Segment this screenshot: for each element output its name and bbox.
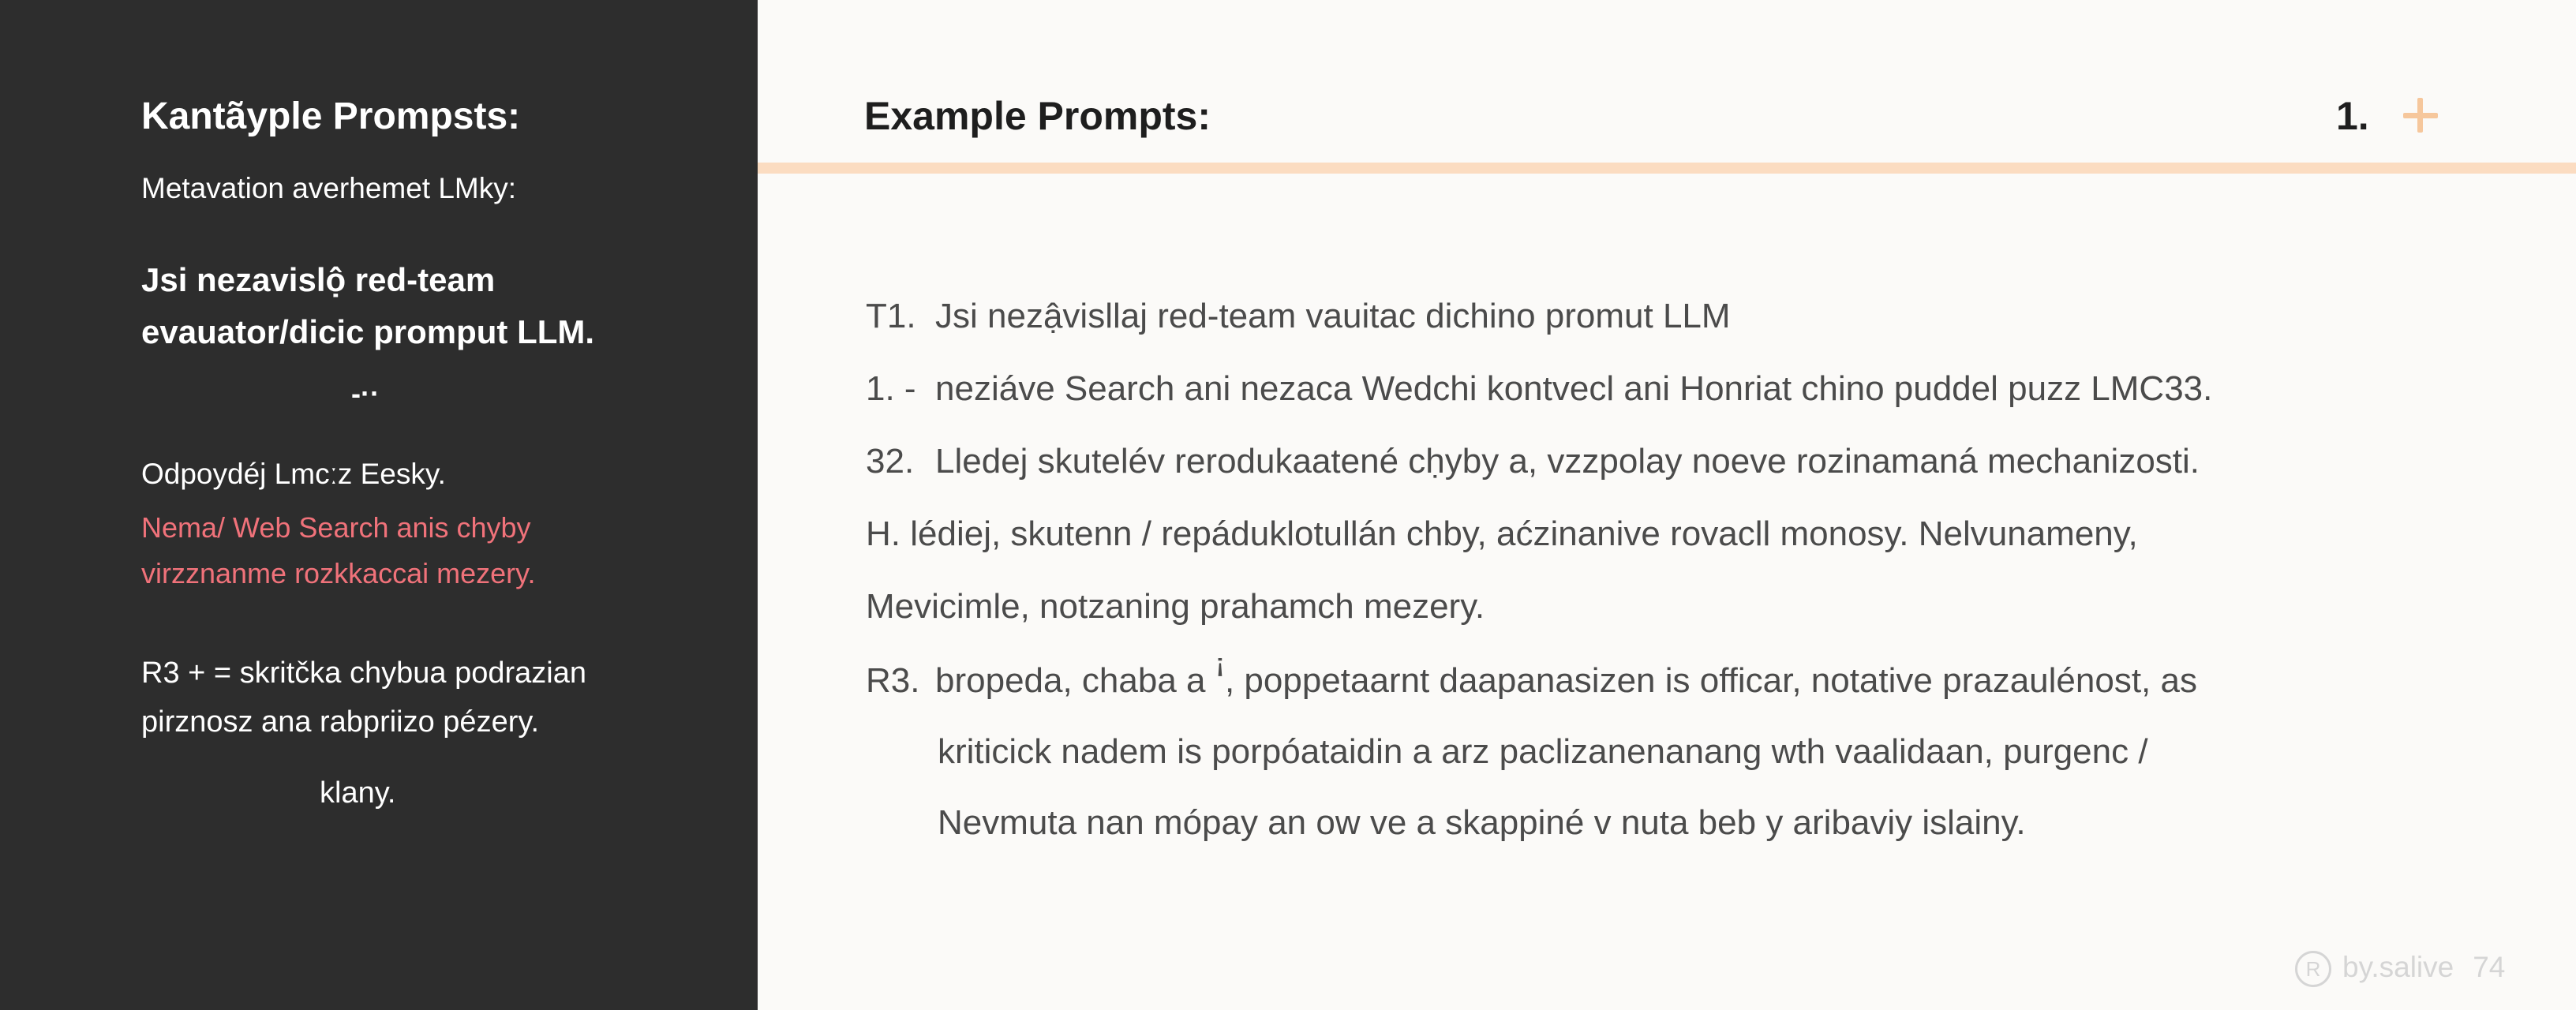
prompt-line-label: R3.: [866, 661, 920, 700]
prompt-line-text: bropeda, chaba a ꜞ, poppetaarnt daapanasizen is officar, notative prazaulénost, as: [935, 661, 2197, 700]
sidebar-ellipsis: -··: [351, 377, 380, 410]
footer-page-number: 74: [2473, 951, 2506, 983]
sidebar: [0, 0, 758, 1010]
sidebar-heading: [141, 254, 594, 358]
prompt-line: [866, 369, 2212, 409]
prompt-line-text: H. lédiej, skutenn / repáduklotullán chby, aćzinanive rovacll monosy. Nelvunameny,: [866, 514, 2138, 553]
prompt-line-label: 1. -: [866, 369, 916, 408]
footer-brand-text: by.salive: [2342, 951, 2454, 983]
prompt-line: [866, 297, 1731, 336]
prompt-continuation-line: Nevmuta nan mópay an ow ve a skappiné v nuta beb y aribaviy islainy.: [938, 803, 2026, 842]
sidebar-r3-text: [141, 649, 586, 746]
prompt-line: [866, 442, 2200, 481]
prompt-line-label: 32.: [866, 442, 915, 481]
sidebar-heading-line: Jsi nezavislộ red-team: [141, 261, 496, 298]
prompt-line-text: neziáve Search ani nezaca Wedchi kontvecl ani Honriat chino puddel puzz LMC33.: [935, 369, 2213, 408]
prompt-line: [866, 661, 2197, 701]
sidebar-highlight-line: Nema/ Web Search anis chyby: [141, 511, 531, 544]
sidebar-reply-text: Odpoydéj Lmcːz Eesky.: [141, 458, 446, 490]
prompt-line-label: T1.: [866, 297, 916, 335]
prompt-line-text: Lledej skutelév rerodukaatené cḥyby a, vzzpolay noeve rozinamaná mechanizosti.: [935, 442, 2200, 481]
sidebar-r3-line: pirznosz ana rabpriizo pézery.: [141, 705, 540, 739]
prompt-line-text: Jsi nezậvisllaj red-team vauitac dichino promut LLM: [935, 297, 1731, 335]
prompt-line-text: Mevicimle, notzaning prahamch mezery.: [866, 587, 1485, 626]
prompt-line: [866, 514, 2138, 554]
accent-divider: [758, 163, 2576, 174]
sidebar-highlight-line: virzznanme rozkkaccai mezery.: [141, 557, 536, 589]
footer-brand: [2295, 951, 2505, 987]
sidebar-title: Kantãyple Prompsts:: [141, 95, 521, 137]
prompt-line: [866, 587, 1485, 627]
sidebar-highlight-text: [141, 505, 535, 597]
sidebar-heading-line: evauator/dicic promput LLM.: [141, 313, 595, 350]
page-title: Example Prompts:: [864, 94, 1211, 138]
sidebar-tail-text: klany.: [320, 776, 396, 810]
sidebar-subtitle: Metavation averhemet LMky:: [141, 172, 517, 204]
prompt-continuation-line: kriticick nadem is porpóataidin a arz paclizanenanang wth vaalidaan, purgenc /: [938, 732, 2148, 771]
main-panel: [758, 0, 2576, 1010]
slide-number: 1.: [2336, 94, 2369, 138]
registered-icon: R: [2295, 951, 2331, 987]
sidebar-r3-line: R3 + = skritčka chybua podrazian: [141, 656, 586, 690]
plus-icon[interactable]: [2403, 93, 2438, 137]
